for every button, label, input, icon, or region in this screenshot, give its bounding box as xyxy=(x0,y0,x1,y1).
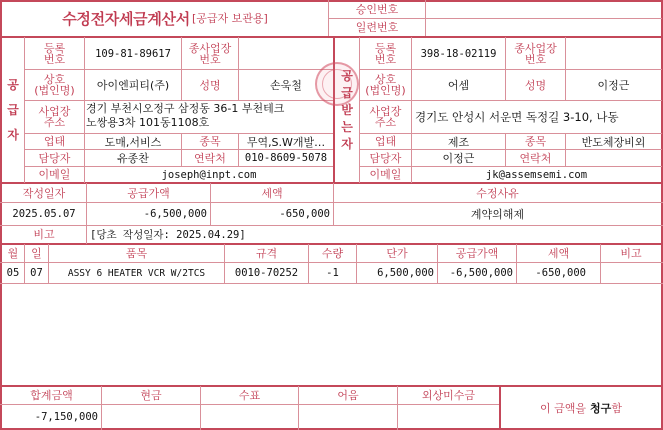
supplier-branch-label: 종사업장 번호 xyxy=(188,41,232,66)
row-spec: 0010-70252 xyxy=(234,267,299,279)
row-note xyxy=(601,263,661,283)
supplier-reg-no: 109-81-89617 xyxy=(95,47,171,60)
supplier-biz-item: 무역,S.W개발… xyxy=(246,135,326,149)
col-month-header: 월 xyxy=(7,247,19,260)
document-title xyxy=(2,2,328,34)
col-note-header: 비고 xyxy=(620,247,642,260)
issue-date: 2025.05.07 xyxy=(12,208,76,220)
cash-amount xyxy=(102,405,200,428)
buyer-side-label: 공 급 받 는 자 xyxy=(341,68,353,151)
row-unit-price: 6,500,000 xyxy=(377,267,434,279)
supplier-side-label: 공 급 자 xyxy=(7,77,19,142)
supplier-email: joseph@inpt.com xyxy=(161,168,257,181)
check-label: 수표 xyxy=(238,389,261,402)
supplier-name: 손욱철 xyxy=(270,79,302,92)
supplier-company-label: 상호 (법인명) xyxy=(34,73,75,97)
summary-tax: -650,000 xyxy=(279,208,330,220)
buyer-biz-item-label: 종목 xyxy=(524,135,547,148)
col-spec-header: 규격 xyxy=(255,247,278,260)
col-supply-header: 공급가액 xyxy=(455,247,499,260)
summary-tax-label: 세액 xyxy=(261,186,283,200)
supplier-contact: 010-8609-5078 xyxy=(244,152,328,164)
supplier-address-line2: 노쌍용3차 101동1108호 xyxy=(86,116,210,129)
supplier-email-label: 이메일 xyxy=(38,168,71,181)
table-row xyxy=(0,263,663,283)
buyer-biz-item: 반도체장비외 xyxy=(581,135,646,149)
buyer-reg-no: 398-18-02119 xyxy=(420,47,497,60)
note-value: [당초 작성일자: 2025.04.29] xyxy=(90,229,246,241)
claim-word: 청구 xyxy=(590,401,612,415)
note-label: 비고 xyxy=(33,228,55,241)
buyer-company: 어셈 xyxy=(447,79,470,92)
buyer-manager: 이정근 xyxy=(442,152,475,165)
buyer-address-label: 사업장 주소 xyxy=(369,105,402,129)
supplier-manager-label: 담당자 xyxy=(38,151,71,165)
buyer-contact xyxy=(566,150,661,166)
issue-date-label: 작성일자 xyxy=(22,186,66,200)
buyer-name: 이정근 xyxy=(597,79,630,92)
buyer-manager-label: 담당자 xyxy=(369,151,402,165)
revision-reason: 계약의해제 xyxy=(470,208,525,221)
supplier-contact-label: 연락처 xyxy=(194,151,226,165)
buyer-reg-no-label: 등록 번호 xyxy=(374,41,397,66)
row-day: 07 xyxy=(30,267,43,279)
serial-number-value xyxy=(426,19,660,36)
supplier-company: 아이엔피티(주) xyxy=(96,79,170,92)
bill-amount xyxy=(299,405,397,428)
credit-amount xyxy=(398,405,499,428)
supplier-reg-no-label: 등록 번호 xyxy=(43,41,66,66)
approval-number-label: 승인번호 xyxy=(355,3,399,16)
row-qty: -1 xyxy=(326,267,339,279)
col-qty-header: 수량 xyxy=(321,247,344,260)
buyer-name-label: 성명 xyxy=(524,78,547,92)
title-subtitle: [공급자 보관용] xyxy=(191,12,268,25)
supplier-biz-item-label: 종목 xyxy=(199,135,221,148)
supplier-biz-type: 도매,서비스 xyxy=(104,135,162,149)
approval-number-value xyxy=(426,1,660,18)
buyer-company-label: 상호 (법인명) xyxy=(365,73,406,97)
buyer-biz-type: 제조 xyxy=(447,135,470,149)
col-unit-price-header: 단가 xyxy=(386,247,408,260)
serial-number-label: 일련번호 xyxy=(355,21,399,34)
supplier-address-label: 사업장 주소 xyxy=(38,105,71,129)
buyer-email: jk@assemsemi.com xyxy=(485,168,588,181)
revision-reason-label: 수정사유 xyxy=(476,186,519,200)
claim-statement xyxy=(501,387,661,428)
supplier-address xyxy=(86,102,332,132)
total-amount: -7,150,000 xyxy=(34,410,98,423)
col-tax-header: 세액 xyxy=(547,247,570,260)
buyer-branch-no xyxy=(566,38,661,69)
row-tax: -650,000 xyxy=(535,267,586,279)
claim-prefix: 이 금액을 xyxy=(540,401,587,415)
row-supply: -6,500,000 xyxy=(449,267,513,279)
supplier-manager: 유종찬 xyxy=(117,152,149,165)
bill-label: 어음 xyxy=(337,389,359,402)
supplier-name-label: 성명 xyxy=(199,78,221,92)
cash-label: 현금 xyxy=(140,389,162,402)
summary-supply: -6,500,000 xyxy=(143,208,207,220)
row-product: ASSY 6 HEATER VCR W/2TCS xyxy=(67,267,206,279)
title-text: 수정전자세금계산서 xyxy=(62,9,190,28)
supplier-biz-type-label: 업태 xyxy=(43,135,66,148)
supplier-address-line1: 경기 부천시오정구 삼정동 36-1 부천테크 xyxy=(86,102,285,115)
col-day-header: 일 xyxy=(31,247,42,260)
col-product-header: 품목 xyxy=(125,247,148,260)
row-month: 05 xyxy=(6,267,20,279)
buyer-biz-type-label: 업태 xyxy=(374,135,397,148)
claim-suffix: 함 xyxy=(611,401,622,415)
credit-label: 외상미수금 xyxy=(421,389,476,402)
total-label: 합계금액 xyxy=(30,389,73,402)
summary-supply-label: 공급가액 xyxy=(127,186,170,200)
supplier-branch-no xyxy=(239,38,333,69)
divider xyxy=(0,283,663,284)
buyer-address: 경기도 안성시 서운면 독정길 3-10, 나동 xyxy=(415,110,619,124)
buyer-branch-label: 종사업장 번호 xyxy=(514,41,557,66)
buyer-contact-label: 연락처 xyxy=(519,151,552,165)
check-amount xyxy=(201,405,298,428)
buyer-email-label: 이메일 xyxy=(369,168,402,181)
